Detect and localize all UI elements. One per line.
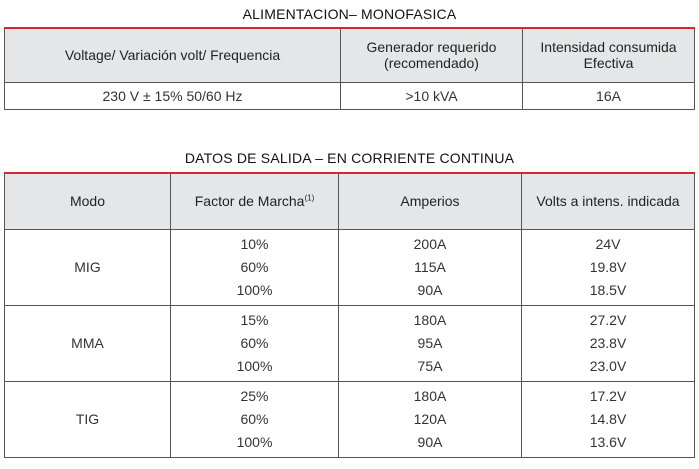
header-duty-footnote: (1) [304,193,315,203]
volts-value: 23.8V [589,334,627,351]
output-data-title: DATOS DE SALIDA – EN CORRIENTE CONTINUA [184,150,515,166]
volts-value: 27.2V [589,311,627,328]
volts-value: 18.5V [589,281,627,298]
header-generator-line2: (recomendado) [384,55,479,72]
power-supply-header-row [5,28,695,82]
amps-value: 180A [413,311,447,328]
output-row-tig [5,381,695,457]
volts-cell [522,229,695,305]
header-amps: Amperios [339,173,522,229]
duty-value: 60% [240,334,269,351]
amps-value: 95A [417,334,443,351]
duty-value: 25% [240,387,269,404]
mode-cell: MMA [5,305,171,381]
header-current-line1: Intensidad consumida [540,39,677,56]
header-duty-cycle [171,173,339,229]
mode-cell: MIG [5,229,171,305]
volts-cell [522,305,695,381]
duty-value: 15% [240,311,269,328]
cell-voltage: 230 V ± 15% 50/60 Hz [5,82,341,109]
volts-value: 17.2V [589,387,627,404]
header-mode: Modo [5,173,171,229]
header-generator-line1: Generador requerido [366,39,497,56]
volts-value: 24V [595,235,621,252]
volts-value: 23.0V [589,357,627,374]
duty-cell [171,381,339,457]
header-current [523,28,695,82]
duty-cell [171,229,339,305]
duty-value: 100% [236,281,273,298]
duty-value: 10% [240,235,269,252]
header-volts: Volts a intens. indicada [522,173,695,229]
output-header-row [5,173,695,229]
mode-cell: TIG [5,381,171,457]
power-supply-table [4,27,695,110]
duty-value: 60% [240,410,269,427]
volts-cell [522,381,695,457]
amps-cell [339,229,522,305]
header-generator [341,28,523,82]
duty-value: 100% [236,433,273,450]
output-row-mma [5,305,695,381]
duty-value: 100% [236,357,273,374]
amps-value: 120A [413,410,447,427]
amps-value: 75A [417,357,443,374]
duty-value: 60% [240,258,269,275]
amps-cell [339,305,522,381]
volts-value: 19.8V [589,258,627,275]
duty-cell [171,305,339,381]
output-data-table [4,172,695,458]
output-row-mig [5,229,695,305]
cell-current: 16A [523,82,695,109]
amps-cell [339,381,522,457]
cell-generator: >10 kVA [341,82,523,109]
amps-value: 90A [417,281,443,298]
header-current-line2: Efectiva [583,55,634,72]
amps-value: 90A [417,433,443,450]
amps-value: 115A [414,258,446,275]
header-duty-label: Factor de Marcha [194,193,305,210]
header-voltage: Voltage/ Variación volt/ Frequencia [5,28,341,82]
power-supply-row [5,82,695,109]
power-supply-title: ALIMENTACION– MONOFASICA [242,6,457,22]
amps-value: 180A [413,387,447,404]
volts-value: 14.8V [589,410,627,427]
amps-value: 200A [413,235,447,252]
volts-value: 13.6V [589,433,627,450]
